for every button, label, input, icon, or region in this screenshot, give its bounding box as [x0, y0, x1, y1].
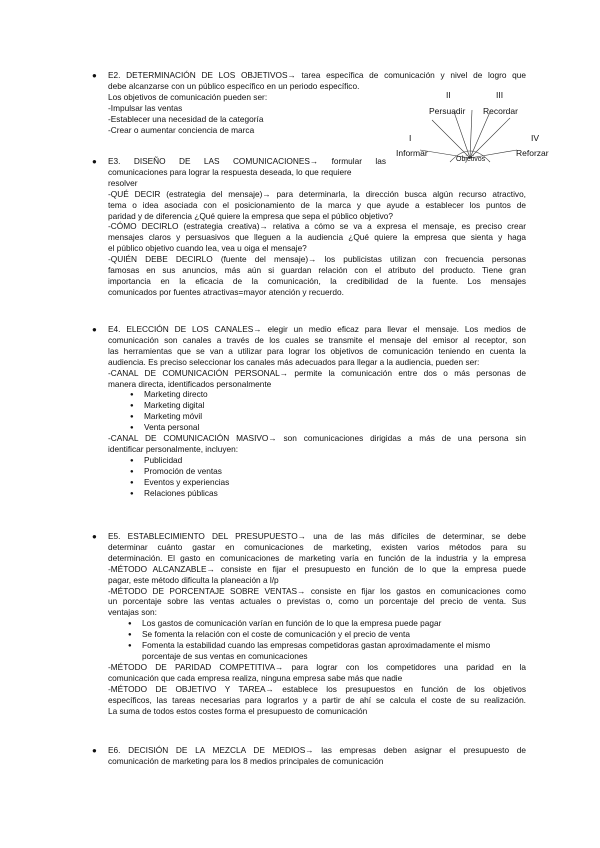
text-line: -MÉTODO DE OBJETIVO Y TAREA→ establece los presupuestos en función de los objetivos — [108, 683, 526, 694]
text-line: un porcentaje sobre las ventas actuales o previstas o, como un porcentaje del precio de venta. Sus — [108, 596, 526, 607]
list-item: ● Relaciones públicas — [108, 488, 526, 499]
text-line: específicos, las tareas necesarias para lograrlos y a partir de ahí se calcula el coste de su realización. — [108, 694, 526, 705]
text-line: La suma de todos estos costes forma el presupuesto de comunicación — [108, 705, 368, 716]
text-line: el público objetivo cuando lea, vea u oiga el mensaje? — [108, 243, 307, 254]
section-bullet: ● — [92, 746, 97, 755]
text-line: pagar, este método dificulta la planeación a l/p — [108, 574, 279, 585]
personal-channel-list — [108, 389, 526, 433]
section-e5 — [108, 531, 526, 716]
list-item: ● Publicidad — [108, 455, 526, 466]
text-line: -CANAL DE COMUNICACIÓN PERSONAL→ permite la comunicación entre dos o más personas de — [108, 367, 526, 378]
list-item: ● Marketing móvil — [108, 411, 526, 422]
text-line: comunicados por fuentes atractivas=mayor atención y recuerdo. — [108, 286, 344, 297]
text-line: comunicación de marketing para los 8 medios principales de comunicación — [108, 755, 384, 766]
list-item: ● Los gastos de comunicación varían en función de lo que la empresa puede pagar — [108, 618, 526, 629]
section-e6 — [108, 745, 526, 767]
text-line: debe alcanzarse con un público específico en un periodo específico. — [108, 80, 360, 91]
text-line: tema o idea asociada con el posicionamiento de la marca y que ayude a establecer los puntos de — [108, 199, 526, 210]
diagram-label-reforzar: Reforzar — [516, 148, 549, 158]
e6-heading: E6. DECISIÓN DE LA MEZCLA DE MEDIOS→ las empresas deben asignar el presupuesto de — [108, 745, 526, 755]
text-line: resolver — [108, 177, 138, 188]
diagram-label-persuadir: Persuadir — [429, 106, 466, 116]
list-item: ● Marketing directo — [108, 389, 526, 400]
section-e3 — [108, 156, 526, 298]
text-line: -CÓMO DECIRLO (estrategia creativa)→ relativa a cómo se va a expresa el mensaje, es preciso crear — [108, 221, 526, 232]
advantages-list — [108, 618, 526, 662]
diagram-label-recordar: Recordar — [483, 106, 518, 116]
text-line: mensajes claros y persuasivos que lleguen a la audiencia ¿Qué quiere la empresa que sienta y haga — [108, 232, 526, 243]
text-line: -MÉTODO DE PORCENTAJE SOBRE VENTAS→ consiste en fijar los gastos en comunicaciones como — [108, 585, 526, 596]
section-bullet: ● — [92, 71, 97, 80]
text-line: determinar cuánto gastar en comunicaciones de marketing, existen varios métodos para su — [108, 541, 526, 552]
text-line: -CANAL DE COMUNICACIÓN MASIVO→ son comunicaciones dirigidas a más de una persona sin — [108, 433, 526, 444]
list-item: ● Venta personal — [108, 422, 526, 433]
list-item: ● Promoción de ventas — [108, 466, 526, 477]
text-line: paridad y de diferencia ¿Qué quiere la empresa que sepa el público objetivo? — [108, 210, 394, 221]
text-line: audiencia. Es preciso seleccionar los canales más adecuados para llegar a la audiencia, pueden ser: — [108, 356, 480, 367]
text-line: -QUIÉN DEBE DECIRLO (fuente del mensaje)→ los publicistas utilizan con frecuencia personas — [108, 254, 526, 265]
text-line: identificar personalmente, incluyen: — [108, 443, 239, 454]
text-line: comunicación que cada empresa realiza, ninguna empresa sabe más que nadie — [108, 672, 403, 683]
text-line: comunicación son canales a través de los cuales se transmite el mensaje del emisor al receptor, son — [108, 334, 526, 345]
diagram-number-iii: III — [496, 90, 504, 100]
text-line: -Impulsar las ventas — [108, 102, 183, 113]
text-line: comunicaciones para lograr la respuesta deseada, lo que requiere — [108, 166, 352, 177]
text-line: -MÉTODO DE PARIDAD COMPETITIVA→ para lograr con los competidores una paridad en la — [108, 661, 526, 672]
text-line: determinación. El gasto en comunicaciones de marketing varía en función de la industria y la empresa — [108, 552, 526, 563]
section-e4 — [108, 324, 526, 499]
e4-heading: E4. ELECCIÓN DE LOS CANALES→ elegir un medio eficaz para llevar el mensaje. Los medios de — [108, 324, 526, 334]
text-line: -MÉTODO ALCANZABLE→ consiste en fijar el presupuesto en función de lo que la empresa puede — [108, 563, 526, 574]
text-line: famosas en sus anuncios, más aún si guardan relación con el atributo del producto. Tiene gran — [108, 265, 526, 276]
list-item: ● Marketing digital — [108, 400, 526, 411]
text-line: -Establecer una necesidad de la categoría — [108, 113, 264, 124]
mass-channel-list — [108, 455, 526, 499]
diagram-number-ii: II — [446, 90, 451, 100]
diagram-label-informar: Informar — [396, 148, 428, 158]
text-line: manera directa, identificados personalmente — [108, 378, 272, 389]
list-item: ● Fomenta la estabilidad cuando las empresas competidoras gastan aproximadamente el mismo porcentaje de sus ventas en comunicaciones — [108, 640, 526, 662]
text-line: ventajas son: — [108, 607, 157, 618]
text-line: -Crear o aumentar conciencia de marca — [108, 124, 255, 135]
diagram-number-i: I — [409, 133, 412, 143]
e3-heading: E3. DISEÑO DE LAS COMUNICACIONES→ formular las — [108, 156, 386, 166]
diagram-number-iv: IV — [531, 133, 540, 143]
e2-heading: E2. DETERMINACIÓN DE LOS OBJETIVOS→ tarea específica de comunicación y nivel de logro que — [108, 70, 526, 80]
diagram-label-objetivos: Objetivos — [456, 156, 486, 163]
diagram-ray — [432, 120, 470, 158]
section-bullet: ● — [92, 325, 97, 334]
section-bullet: ● — [92, 157, 97, 166]
text-line: Los objetivos de comunicación pueden ser: — [108, 91, 268, 102]
section-bullet: ● — [92, 532, 97, 541]
list-item: ● Eventos y experiencias — [108, 477, 526, 488]
text-line: importancia en la eficacia de la comunicación, la credibilidad de la fuente. Los mensajes — [108, 275, 526, 286]
text-line: las herramientas que se van a utilizar para lograr los objetivos de comunicación teniendo en cuenta la — [108, 345, 526, 356]
text-line: -QUÉ DECIR (estrategia del mensaje)→ para determinarla, la dirección busca algún recurso atractivo, — [108, 188, 526, 199]
list-item: ● Se fomenta la relación con el coste de comunicación y el precio de venta — [108, 629, 526, 640]
e5-heading: E5. ESTABLECIMIENTO DEL PRESUPUESTO→ una de las más difíciles de determinar, se debe — [108, 531, 526, 541]
